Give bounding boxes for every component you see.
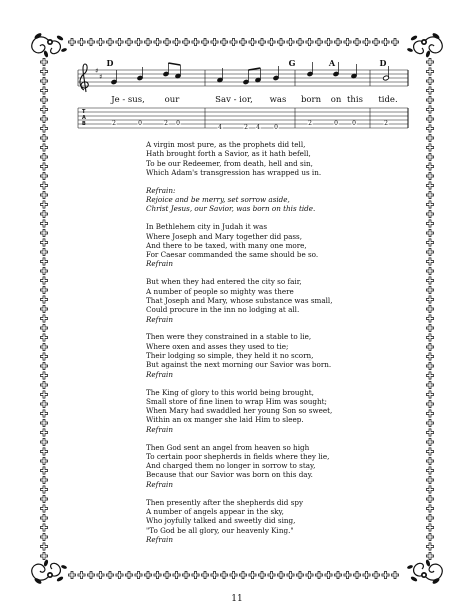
border-cross-icon bbox=[116, 571, 123, 578]
border-cross-icon bbox=[40, 505, 47, 512]
border-cross-icon bbox=[201, 571, 208, 578]
border-cross-icon bbox=[426, 429, 433, 436]
verse-4 bbox=[146, 332, 396, 378]
border-cross-icon bbox=[40, 58, 47, 65]
lyric-syllable: born bbox=[300, 95, 322, 105]
border-cross-icon bbox=[40, 77, 47, 84]
lyric-syllable: Je - sus, bbox=[111, 95, 145, 105]
border-cross-icon bbox=[220, 38, 227, 45]
border-cross-icon bbox=[426, 115, 433, 122]
border-cross-icon bbox=[192, 571, 199, 578]
border-cross-icon bbox=[426, 229, 433, 236]
verse-line: But when they had entered the city so fair, bbox=[146, 277, 302, 287]
verse-line: The King of glory to this world being brought, bbox=[146, 387, 314, 397]
verse-line: To certain poor shepherds in fields where they lie, bbox=[146, 451, 330, 461]
border-cross-icon bbox=[315, 571, 322, 578]
border-cross-icon bbox=[40, 495, 47, 502]
verse-line: That Joseph and Mary, whose substance was small, bbox=[146, 295, 333, 305]
lyric-syllable: this bbox=[347, 95, 363, 105]
border-cross-icon bbox=[391, 38, 398, 45]
border-cross-icon bbox=[40, 125, 47, 132]
border-cross-icon bbox=[97, 571, 104, 578]
border-cross-icon bbox=[40, 134, 47, 141]
border-cross-icon bbox=[426, 68, 433, 75]
border-cross-icon bbox=[426, 220, 433, 227]
border-cross-icon bbox=[230, 38, 237, 45]
border-cross-icon bbox=[239, 571, 246, 578]
border-cross-icon bbox=[426, 144, 433, 151]
border-cross-icon bbox=[426, 334, 433, 341]
tab-fret-number: 2 bbox=[308, 120, 312, 127]
sheet-music-staff bbox=[70, 58, 410, 136]
border-cross-icon bbox=[239, 38, 246, 45]
border-cross-icon bbox=[426, 286, 433, 293]
border-cross-icon bbox=[154, 38, 161, 45]
verse-3 bbox=[146, 277, 396, 323]
border-cross-icon bbox=[68, 38, 75, 45]
border-cross-icon bbox=[382, 38, 389, 45]
border-cross-icon bbox=[258, 38, 265, 45]
border-cross-icon bbox=[40, 353, 47, 360]
verse-line: Hath brought forth a Savior, as it hath befell, bbox=[146, 149, 311, 159]
lyric-syllable: on bbox=[330, 95, 342, 105]
border-cross-icon bbox=[40, 343, 47, 350]
border-cross-icon bbox=[173, 38, 180, 45]
border-cross-icon bbox=[40, 68, 47, 75]
border-cross-icon bbox=[426, 505, 433, 512]
border-cross-icon bbox=[426, 476, 433, 483]
border-cross-icon bbox=[426, 305, 433, 312]
border-cross-icon bbox=[40, 153, 47, 160]
border-cross-icon bbox=[40, 229, 47, 236]
border-cross-icon bbox=[426, 296, 433, 303]
chord-symbol: D bbox=[379, 58, 387, 68]
border-cross-icon bbox=[40, 467, 47, 474]
border-cross-icon bbox=[426, 400, 433, 407]
border-cross-icon bbox=[40, 391, 47, 398]
border-cross-icon bbox=[426, 182, 433, 189]
verse-line: And charged them no longer in sorrow to stay, bbox=[146, 461, 316, 471]
border-cross-icon bbox=[325, 571, 332, 578]
border-cross-icon bbox=[230, 571, 237, 578]
verse-5 bbox=[146, 388, 396, 434]
border-cross-icon bbox=[68, 571, 75, 578]
border-cross-icon bbox=[182, 38, 189, 45]
border-cross-icon bbox=[426, 77, 433, 84]
verse-line: Then were they constrained in a stable to lie, bbox=[146, 332, 312, 342]
verse-line: Who joyfully talked and sweetly did sing, bbox=[146, 516, 296, 526]
border-cross-icon bbox=[426, 381, 433, 388]
verse-line: Their lodging so simple, they held it no scorn, bbox=[146, 351, 314, 361]
border-cross-icon bbox=[426, 438, 433, 445]
border-cross-icon bbox=[40, 410, 47, 417]
border-cross-icon bbox=[334, 38, 341, 45]
border-cross-icon bbox=[334, 571, 341, 578]
border-cross-icon bbox=[426, 391, 433, 398]
verse-line: Small store of fine linen to wrap Him was sought; bbox=[146, 396, 327, 406]
border-cross-icon bbox=[173, 571, 180, 578]
chord-symbol: G bbox=[288, 58, 296, 68]
border-cross-icon bbox=[40, 239, 47, 246]
border-cross-icon bbox=[211, 571, 218, 578]
lyric-syllable: tide. bbox=[378, 95, 398, 105]
border-cross-icon bbox=[40, 248, 47, 255]
verse-line: Could procure in the inn no lodging at all. bbox=[146, 305, 300, 315]
tab-fret-number: 0 bbox=[274, 124, 278, 131]
tab-fret-number: 0 bbox=[138, 120, 142, 127]
border-cross-icon bbox=[40, 258, 47, 265]
border-cross-icon bbox=[106, 571, 113, 578]
border-cross-icon bbox=[78, 571, 85, 578]
border-cross-icon bbox=[426, 277, 433, 284]
border-cross-icon bbox=[40, 448, 47, 455]
verse-line: Within an ox manger she laid Him to sleep. bbox=[146, 415, 304, 425]
border-cross-icon bbox=[277, 38, 284, 45]
svg-text:B: B bbox=[82, 121, 86, 127]
border-cross-icon bbox=[296, 571, 303, 578]
border-cross-icon bbox=[40, 381, 47, 388]
svg-text:♯: ♯ bbox=[99, 73, 103, 81]
border-cross-icon bbox=[87, 38, 94, 45]
border-cross-icon bbox=[154, 571, 161, 578]
border-cross-icon bbox=[296, 38, 303, 45]
border-cross-icon bbox=[144, 571, 151, 578]
border-cross-icon bbox=[40, 277, 47, 284]
border-cross-icon bbox=[363, 571, 370, 578]
border-cross-icon bbox=[40, 533, 47, 540]
verse-line: For Caesar commanded the same should be so. bbox=[146, 250, 319, 260]
border-cross-icon bbox=[125, 38, 132, 45]
border-cross-icon bbox=[382, 571, 389, 578]
border-cross-icon bbox=[426, 543, 433, 550]
border-cross-icon bbox=[40, 87, 47, 94]
border-cross-icon bbox=[325, 38, 332, 45]
border-cross-icon bbox=[40, 286, 47, 293]
border-cross-icon bbox=[97, 38, 104, 45]
verse-line: To be our Redeemer, from death, hell and sin, bbox=[146, 158, 313, 168]
border-cross-icon bbox=[220, 571, 227, 578]
border-cross-icon bbox=[135, 571, 142, 578]
border-cross-icon bbox=[40, 524, 47, 531]
border-cross-icon bbox=[268, 38, 275, 45]
border-cross-icon bbox=[391, 571, 398, 578]
border-cross-icon bbox=[40, 400, 47, 407]
border-cross-icon bbox=[426, 134, 433, 141]
border-cross-icon bbox=[268, 571, 275, 578]
border-cross-icon bbox=[40, 552, 47, 559]
border-cross-icon bbox=[144, 38, 151, 45]
verse-line: In Bethlehem city in Judah it was bbox=[146, 222, 268, 232]
border-cross-icon bbox=[426, 267, 433, 274]
border-cross-icon bbox=[426, 58, 433, 65]
border-cross-icon bbox=[40, 115, 47, 122]
border-cross-icon bbox=[426, 210, 433, 217]
border-cross-icon bbox=[40, 457, 47, 464]
border-cross-icon bbox=[78, 38, 85, 45]
tab-fret-number: 0 bbox=[334, 120, 338, 127]
border-cross-icon bbox=[426, 163, 433, 170]
border-cross-icon bbox=[306, 38, 313, 45]
border-cross-icon bbox=[40, 201, 47, 208]
border-cross-icon bbox=[192, 38, 199, 45]
tab-fret-number: 2 bbox=[244, 124, 248, 131]
tab-fret-number: 0 bbox=[176, 120, 180, 127]
border-cross-icon bbox=[40, 438, 47, 445]
border-cross-icon bbox=[40, 144, 47, 151]
border-cross-icon bbox=[125, 571, 132, 578]
svg-text:A: A bbox=[82, 115, 86, 121]
border-cross-icon bbox=[372, 571, 379, 578]
refrain-marker: Refrain bbox=[146, 479, 173, 489]
border-cross-icon bbox=[315, 38, 322, 45]
border-cross-icon bbox=[426, 533, 433, 540]
refrain-marker: Refrain bbox=[146, 369, 173, 379]
border-cross-icon bbox=[426, 96, 433, 103]
lyric-syllable: our bbox=[164, 95, 180, 105]
verse-line: When Mary had swaddled her young Son so sweet, bbox=[146, 406, 333, 416]
border-cross-icon bbox=[426, 552, 433, 559]
border-cross-icon bbox=[287, 38, 294, 45]
border-cross-icon bbox=[363, 38, 370, 45]
chord-symbol: A bbox=[328, 58, 336, 68]
border-cross-icon bbox=[40, 362, 47, 369]
border-cross-icon bbox=[426, 258, 433, 265]
refrain-marker: Refrain bbox=[146, 314, 173, 324]
verse-line: Which Adam's transgression has wrapped us in. bbox=[146, 167, 322, 177]
border-cross-icon bbox=[106, 38, 113, 45]
verse-line: A virgin most pure, as the prophets did tell, bbox=[146, 140, 306, 149]
page-number: 11 bbox=[231, 594, 243, 604]
border-cross-icon bbox=[426, 201, 433, 208]
border-cross-icon bbox=[249, 38, 256, 45]
verse-line: But against the next morning our Savior was born. bbox=[146, 360, 332, 370]
svg-text:♯: ♯ bbox=[95, 67, 99, 75]
border-cross-icon bbox=[249, 571, 256, 578]
border-cross-icon bbox=[40, 182, 47, 189]
border-cross-icon bbox=[87, 571, 94, 578]
verse-line: Where Joseph and Mary together did pass, bbox=[146, 231, 303, 241]
border-cross-icon bbox=[40, 267, 47, 274]
border-cross-icon bbox=[344, 571, 351, 578]
border-cross-icon bbox=[344, 38, 351, 45]
border-cross-icon bbox=[426, 343, 433, 350]
border-cross-icon bbox=[277, 571, 284, 578]
verse-6 bbox=[146, 443, 396, 489]
border-cross-icon bbox=[40, 305, 47, 312]
border-cross-icon bbox=[426, 239, 433, 246]
border-cross-icon bbox=[426, 448, 433, 455]
border-cross-icon bbox=[163, 571, 170, 578]
border-cross-icon bbox=[353, 571, 360, 578]
border-cross-icon bbox=[40, 163, 47, 170]
border-cross-icon bbox=[40, 106, 47, 113]
lyric-syllable: was bbox=[269, 95, 287, 105]
border-cross-icon bbox=[426, 514, 433, 521]
border-cross-icon bbox=[426, 457, 433, 464]
border-cross-icon bbox=[426, 315, 433, 322]
verse-line: Then God sent an angel from heaven so high bbox=[146, 442, 310, 452]
song-lyrics bbox=[146, 140, 396, 553]
border-cross-icon bbox=[426, 172, 433, 179]
border-cross-icon bbox=[426, 191, 433, 198]
border-cross-icon bbox=[258, 571, 265, 578]
border-cross-icon bbox=[182, 571, 189, 578]
verse-2 bbox=[146, 222, 396, 268]
verse-line: A number of people so mighty was there bbox=[146, 286, 294, 296]
refrain-line: Christ Jesus, our Savior, was born on this tide. bbox=[146, 204, 316, 214]
refrain-marker: Refrain bbox=[146, 259, 173, 269]
border-cross-icon bbox=[40, 429, 47, 436]
border-cross-icon bbox=[211, 38, 218, 45]
border-cross-icon bbox=[40, 334, 47, 341]
verse-line: "To God be all glory, our heavenly King." bbox=[146, 525, 294, 535]
border-cross-icon bbox=[135, 38, 142, 45]
refrain-line: Rejoice and be merry, set sorrow aside, bbox=[146, 195, 290, 205]
border-cross-icon bbox=[426, 248, 433, 255]
tab-fret-number: 2 bbox=[112, 120, 116, 127]
border-cross-icon bbox=[426, 372, 433, 379]
tab-fret-number: 0 bbox=[352, 120, 356, 127]
border-cross-icon bbox=[40, 191, 47, 198]
border-cross-icon bbox=[426, 353, 433, 360]
border-cross-icon bbox=[40, 372, 47, 379]
tab-fret-number: 2 bbox=[384, 120, 388, 127]
tab-fret-number: 4 bbox=[256, 124, 260, 131]
refrain-block bbox=[146, 186, 396, 214]
refrain-marker: Refrain bbox=[146, 424, 173, 434]
border-cross-icon bbox=[426, 495, 433, 502]
svg-text:T: T bbox=[82, 109, 86, 115]
border-cross-icon bbox=[426, 486, 433, 493]
border-cross-icon bbox=[40, 476, 47, 483]
border-cross-icon bbox=[426, 410, 433, 417]
border-cross-icon bbox=[353, 38, 360, 45]
border-cross-icon bbox=[40, 543, 47, 550]
verse-1 bbox=[146, 140, 396, 177]
border-cross-icon bbox=[40, 315, 47, 322]
border-cross-icon bbox=[40, 220, 47, 227]
border-cross-icon bbox=[426, 324, 433, 331]
border-cross-icon bbox=[426, 524, 433, 531]
border-cross-icon bbox=[40, 96, 47, 103]
tab-fret-number: 2 bbox=[164, 120, 168, 127]
border-cross-icon bbox=[426, 419, 433, 426]
border-cross-icon bbox=[287, 571, 294, 578]
verse-line: A number of angels appear in the sky, bbox=[146, 506, 284, 516]
border-cross-icon bbox=[426, 467, 433, 474]
verse-line: Where oxen and asses they used to tie; bbox=[146, 341, 289, 351]
border-cross-icon bbox=[426, 87, 433, 94]
border-cross-icon bbox=[116, 38, 123, 45]
verse-line: Then presently after the shepherds did spy bbox=[146, 497, 304, 507]
refrain-heading: Refrain: bbox=[146, 185, 176, 195]
lyric-syllable: Sav - ior, bbox=[215, 95, 253, 105]
verse-7 bbox=[146, 498, 396, 544]
border-cross-icon bbox=[426, 153, 433, 160]
border-cross-icon bbox=[40, 210, 47, 217]
border-cross-icon bbox=[40, 324, 47, 331]
border-cross-icon bbox=[40, 514, 47, 521]
refrain-marker: Refrain bbox=[146, 534, 173, 544]
border-cross-icon bbox=[426, 106, 433, 113]
border-cross-icon bbox=[163, 38, 170, 45]
border-cross-icon bbox=[40, 296, 47, 303]
verse-line: And there to be taxed, with many one more, bbox=[146, 240, 307, 250]
verse-line: Because that our Savior was born on this day. bbox=[146, 470, 313, 480]
border-cross-icon bbox=[40, 172, 47, 179]
border-cross-icon bbox=[426, 362, 433, 369]
border-cross-icon bbox=[201, 38, 208, 45]
border-cross-icon bbox=[426, 125, 433, 132]
chord-symbol: D bbox=[106, 58, 114, 68]
border-cross-icon bbox=[40, 419, 47, 426]
border-cross-icon bbox=[372, 38, 379, 45]
border-cross-icon bbox=[40, 486, 47, 493]
border-cross-icon bbox=[306, 571, 313, 578]
tab-fret-number: 4 bbox=[218, 124, 222, 131]
